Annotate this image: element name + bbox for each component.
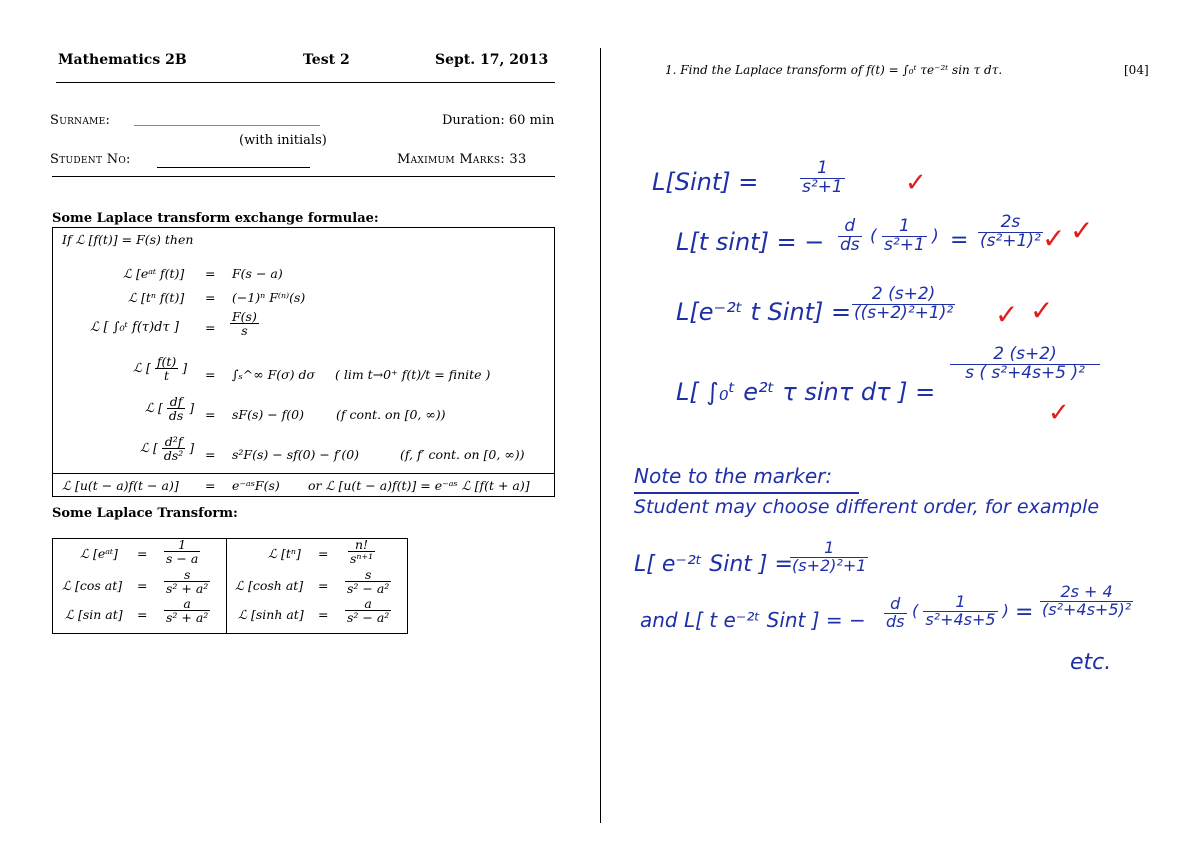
student-no-label: Student No: (50, 152, 131, 167)
transform-left-3-lhs: ℒ [sin at] (65, 607, 123, 622)
formula-6-cond: (f, f′ cont. on [0, ∞)) (400, 447, 525, 462)
transform-left-2-rhs: $\frac{s}{\text{s² + a²}}$ (166, 567, 209, 597)
hw-line3-frac: $\frac{2 (s+2)}{\text{((s+2)²+1)²}}$ (854, 284, 954, 323)
transform-left-1-lhs: ℒ [eᵃᵗ] (80, 546, 118, 561)
check-mark-icon: ✓ (1048, 398, 1070, 428)
transform-left-3-rhs: $\frac{a}{\text{s² + a²}}$ (166, 596, 209, 626)
equals-sign: = (318, 546, 329, 561)
hw-line4-frac: $\frac{2 (s+2)}{\text{s ( s²+4s+5 )²}}$ (950, 346, 1100, 383)
header-rule (56, 82, 555, 83)
hw-line2-dds: $\frac{d}{ds}$ (840, 216, 860, 255)
equals-sign: = (205, 447, 216, 462)
hw-note-body: Student may choose different order, for example (634, 496, 1100, 518)
surname-blank: _______________________________ (134, 112, 320, 126)
hw-alt1-frac: $\frac{1}{\text{(s+2)²+1}}$ (792, 538, 867, 575)
question-marks: [04] (1124, 63, 1149, 77)
check-mark-icon: ✓ (995, 298, 1019, 331)
formula-4-cond: ( lim t→0⁺ f(t)/t = finite ) (335, 367, 491, 382)
equals-sign: = (318, 578, 329, 593)
formula-5-lhs: ℒ [ $\frac{df}{ds}$ ] (145, 394, 195, 424)
check-mark-icon: ✓ (1070, 214, 1094, 247)
transforms-heading: Some Laplace Transform: (52, 506, 238, 521)
hw-line3-lhs: L[e⁻²ᵗ t Sint] = (676, 298, 852, 326)
info-rule (52, 176, 555, 177)
equals-sign: = (205, 407, 216, 422)
equals-sign: = (137, 578, 148, 593)
equals-sign: = (205, 320, 216, 335)
hw-line4-lhs: L[ ∫₀ᵗ e²ᵗ τ sinτ dτ ] = (676, 378, 936, 406)
formula-3-rhs: $\frac{F(s)}{s}$ (232, 309, 257, 339)
surname-label: Surname: (50, 113, 111, 128)
formulae-heading: Some Laplace transform exchange formulae: (52, 211, 379, 226)
transform-right-2-lhs: ℒ [cosh at] (235, 578, 304, 593)
formula-6-lhs: ℒ [ $\frac{\text{d²f}}{\text{ds²}}$ ] (140, 434, 195, 464)
transform-right-2-rhs: $\frac{s}{\text{s² − a²}}$ (347, 567, 390, 597)
test-title: Test 2 (303, 52, 350, 68)
equals-sign: = (137, 607, 148, 622)
with-initials: (with initials) (239, 133, 327, 148)
formula-6-rhs: s²F(s) − sf(0) − f′(0) (232, 447, 360, 462)
test-date: Sept. 17, 2013 (435, 52, 549, 68)
formula-7-lhs: ℒ [u(t − a)f(t − a)] (62, 478, 179, 493)
hw-alt2-lhs: and L[ t e⁻²ᵗ Sint ] = − (640, 608, 866, 632)
formula-1-rhs: F(s − a) (232, 266, 283, 281)
check-mark-icon: ✓ (905, 168, 927, 198)
formula-3-lhs: ℒ [ ∫₀ᵗ f(τ)dτ ] (90, 320, 179, 335)
hw-line1-lhs: L[Sint] = (652, 168, 759, 196)
hw-alt2-dds: $\frac{d}{ds}$ (886, 594, 905, 631)
column-divider (600, 48, 601, 823)
equals-sign: = (205, 478, 216, 493)
hw-line1-frac: $\frac{1}{\text{s²+1}}$ (802, 158, 843, 197)
transforms-divider (226, 538, 227, 633)
course-title: Mathematics 2B (58, 52, 187, 68)
formula-1-lhs: ℒ [eᵃᵗ f(t)] (123, 266, 185, 281)
equals-sign: = (205, 367, 216, 382)
hw-equals: = (1015, 600, 1034, 625)
question-text: 1. Find the Laplace transform of f(t) = ∫₀ᵗ τe⁻²ᵗ sin τ dτ. (665, 63, 1003, 77)
max-marks: Maximum Marks: 33 (397, 152, 527, 167)
duration: Duration: 60 min (442, 113, 555, 128)
hw-equals: = (950, 228, 969, 253)
formulae-divider (52, 473, 555, 474)
formula-5-cond: (f cont. on [0, ∞)) (336, 407, 446, 422)
formulae-intro: If ℒ [f(t)] = F(s) then (62, 232, 194, 247)
formula-2-lhs: ℒ [tⁿ f(t)] (128, 290, 185, 305)
transform-left-1-rhs: $\frac{1}{s - a}$ (166, 537, 199, 567)
hw-line2-result: $\frac{2s}{\text{(s²+1)²}}$ (980, 212, 1041, 251)
check-mark-icon: ✓ (1042, 222, 1066, 255)
formula-5-rhs: sF(s) − f(0) (232, 407, 305, 422)
hw-note-underline (634, 492, 859, 494)
transform-right-3-rhs: $\frac{a}{\text{s² − a²}}$ (347, 596, 390, 626)
equals-sign: = (137, 546, 148, 561)
transform-right-1-lhs: ℒ [tⁿ] (268, 546, 301, 561)
check-mark-icon: ✓ (1030, 294, 1054, 327)
formula-2-rhs: (−1)ⁿ F⁽ⁿ⁾(s) (232, 290, 306, 305)
equals-sign: = (318, 607, 329, 622)
hw-note-title: Note to the marker: (634, 464, 833, 488)
formula-7-cond: or ℒ [u(t − a)f(t)] = e⁻ᵃˢ ℒ [f(t + a)] (308, 478, 530, 493)
equals-sign: = (205, 290, 216, 305)
formula-7-rhs: e⁻ᵃˢF(s) (232, 478, 280, 493)
transform-right-3-lhs: ℒ [sinh at] (238, 607, 304, 622)
hw-etc: etc. (1070, 650, 1112, 675)
equals-sign: = (205, 266, 216, 281)
formula-4-lhs: ℒ [ $\frac{f(t)}{t}$ ] (133, 354, 188, 384)
transform-left-2-lhs: ℒ [cos at] (62, 578, 123, 593)
transform-right-1-rhs: $\frac{n!}{\text{sⁿ⁺¹}}$ (350, 537, 374, 567)
formula-4-rhs: ∫ₛ^∞ F(σ) dσ (232, 367, 316, 382)
hw-alt2-paren: ( $\frac{1}{\text{s²+4s+5}}$ ) (912, 592, 1009, 629)
student-no-blank (157, 167, 310, 168)
hw-alt2-result: $\frac{2s + 4}{\text{(s²+4s+5)²}}$ (1042, 582, 1132, 619)
hw-alt1-lhs: L[ e⁻²ᵗ Sint ] = (634, 552, 793, 577)
hw-line2-lhs: L[t sint] = − (676, 228, 825, 256)
hw-line2-paren: ( $\frac{1}{\text{s²+1}}$ ) (870, 216, 939, 255)
